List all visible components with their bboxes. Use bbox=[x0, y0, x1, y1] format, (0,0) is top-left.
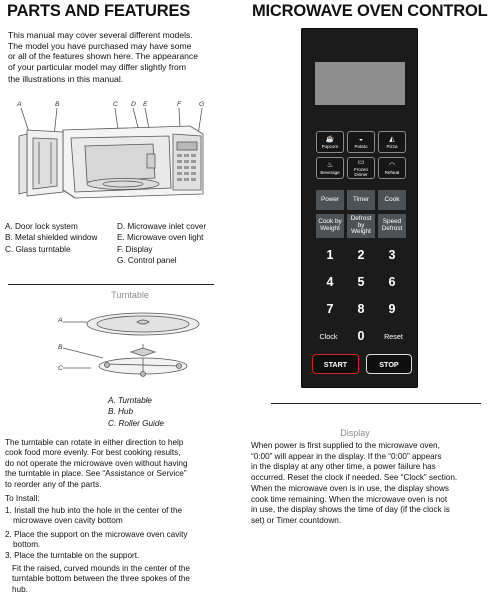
popcorn-button[interactable]: ☕ Popcorn bbox=[316, 131, 344, 153]
turntable-letter-c: C bbox=[58, 365, 63, 372]
key-9[interactable]: 9 bbox=[388, 302, 396, 316]
pizza-button[interactable]: ◭ Pizza bbox=[378, 131, 406, 153]
timer-button[interactable]: Timer bbox=[347, 190, 375, 210]
parts-list-col1 bbox=[5, 222, 117, 255]
step-line: 3. Place the turntable on the support. bbox=[5, 550, 140, 560]
intro-line: the illustrations in this manual. bbox=[8, 74, 124, 85]
speed-defrost-button[interactable]: Speed Defrost bbox=[378, 214, 406, 238]
pizza-icon: ◭ bbox=[389, 135, 395, 143]
potato-icon: ◒ bbox=[358, 135, 364, 143]
fit-line: hub. bbox=[12, 584, 28, 594]
display-line: occurred. Reset the clock if needed. See “Clock” section. bbox=[251, 473, 458, 483]
intro-paragraph bbox=[8, 30, 248, 85]
display-line: set) or Timer countdown. bbox=[251, 515, 342, 525]
turntable-title: Turntable bbox=[111, 290, 149, 300]
display-divider bbox=[271, 403, 481, 404]
reset-button[interactable]: Reset bbox=[384, 331, 403, 341]
display-line: “0:00” will appear in the display. If the “0:00” appears bbox=[251, 451, 442, 461]
part-item: E. Microwave oven light bbox=[117, 233, 204, 243]
section-divider bbox=[8, 284, 214, 285]
display-line: When the microwave oven is in use, the display shows bbox=[251, 483, 449, 493]
reheat-button[interactable]: ◠ Reheat bbox=[378, 157, 406, 179]
potato-button[interactable]: ◒ Potato bbox=[347, 131, 375, 153]
display-paragraph bbox=[251, 441, 501, 527]
turntable-paragraph bbox=[5, 438, 250, 490]
clock-button[interactable]: Clock bbox=[319, 331, 338, 341]
display-title: Display bbox=[340, 428, 370, 438]
frozen-dinner-button[interactable]: ▭ Frozen Dinner bbox=[347, 157, 375, 179]
para-line: cook food more evenly. For best cooking results, bbox=[5, 448, 181, 458]
diagram-letter-e: E bbox=[143, 101, 148, 108]
parts-list-col2 bbox=[117, 222, 252, 267]
intro-line: The model you have purchased may have some bbox=[8, 40, 192, 51]
key-0[interactable]: 0 bbox=[357, 329, 365, 343]
stop-button[interactable]: STOP bbox=[366, 354, 412, 374]
key-7[interactable]: 7 bbox=[326, 302, 334, 316]
turntable-illustration bbox=[55, 304, 215, 394]
turntable-letter-a: A bbox=[58, 317, 63, 324]
turntable-part: A. Turntable bbox=[108, 396, 152, 405]
install-steps bbox=[5, 506, 250, 561]
diagram-letter-f: F bbox=[177, 101, 182, 108]
para-line: do not operate the microwave oven without having bbox=[5, 458, 188, 468]
part-item: G. Control panel bbox=[117, 256, 177, 266]
power-button[interactable]: Power bbox=[316, 190, 344, 210]
diagram-letter-a: A bbox=[17, 101, 22, 108]
part-item: B. Metal shielded window bbox=[5, 233, 98, 243]
display-line: When power is first supplied to the microwave oven, bbox=[251, 441, 440, 450]
fit-paragraph bbox=[12, 564, 252, 595]
beverage-button[interactable]: ♨ Beverage bbox=[316, 157, 344, 179]
cook-by-weight-button[interactable]: Cook by Weight bbox=[316, 214, 344, 238]
display-line: cook time remaining. When the microwave oven is not bbox=[251, 494, 448, 504]
key-5[interactable]: 5 bbox=[357, 275, 365, 289]
fit-line: turntable bottom between the three spokes of the bbox=[12, 574, 190, 584]
part-item: F. Display bbox=[117, 244, 153, 254]
start-button[interactable]: START bbox=[312, 354, 359, 374]
step-line: bottom. bbox=[13, 540, 41, 550]
key-3[interactable]: 3 bbox=[388, 248, 396, 262]
install-heading: To Install: bbox=[5, 494, 40, 503]
key-4[interactable]: 4 bbox=[326, 275, 334, 289]
para-line: The turntable can rotate in either direction to help bbox=[5, 438, 184, 447]
diagram-letter-c: C bbox=[113, 101, 118, 108]
display-window bbox=[315, 62, 405, 105]
turntable-part: B. Hub bbox=[108, 407, 134, 417]
turntable-part: C. Roller Guide bbox=[108, 418, 164, 428]
step-line: 1. Install the hub into the hole in the center of the bbox=[5, 506, 183, 515]
control-panel bbox=[301, 28, 418, 388]
display-line: in use, the display shows the time of day (if the clock is bbox=[251, 505, 450, 515]
reheat-icon: ◠ bbox=[388, 161, 396, 169]
intro-line: or all of the features shown here. The appearance bbox=[8, 51, 198, 62]
intro-line: of your particular model may differ slightly from bbox=[8, 61, 186, 72]
key-2[interactable]: 2 bbox=[357, 248, 365, 262]
part-item: C. Glass turntable bbox=[5, 244, 71, 254]
diagram-letter-d: D bbox=[131, 101, 136, 108]
display-line: in the display at any other time, a power failure has bbox=[251, 462, 436, 472]
diagram-letter-g: G bbox=[199, 101, 205, 108]
frozen-dinner-icon: ▭ bbox=[357, 159, 365, 166]
para-line: the turntable in place. See “Assistance or Service” bbox=[5, 469, 187, 479]
part-item: D. Microwave inlet cover bbox=[117, 222, 207, 231]
part-item: A. Door lock system bbox=[5, 222, 78, 231]
cook-button[interactable]: Cook bbox=[378, 190, 406, 210]
key-1[interactable]: 1 bbox=[326, 248, 334, 262]
control-title: MICROWAVE OVEN CONTROL bbox=[252, 2, 488, 20]
turntable-parts-list bbox=[108, 396, 208, 429]
microwave-illustration bbox=[5, 98, 220, 208]
fit-line: Fit the raised, curved mounds in the center of the bbox=[12, 564, 190, 573]
intro-line: This manual may cover several different models. bbox=[8, 30, 193, 40]
turntable-letter-b: B bbox=[58, 344, 63, 351]
defrost-by-weight-button[interactable]: Defrost by Weight bbox=[347, 214, 375, 238]
beverage-icon: ♨ bbox=[326, 161, 334, 169]
para-line: to reorder any of the parts. bbox=[5, 479, 102, 489]
popcorn-icon: ☕ bbox=[325, 135, 335, 143]
step-line: microwave oven cavity bottom bbox=[13, 516, 123, 526]
step-line: 2. Place the support on the microwave oven cavity bbox=[5, 529, 188, 539]
key-6[interactable]: 6 bbox=[388, 275, 396, 289]
parts-features-title: PARTS AND FEATURES bbox=[7, 2, 191, 20]
diagram-letter-b: B bbox=[55, 101, 60, 108]
key-8[interactable]: 8 bbox=[357, 302, 365, 316]
